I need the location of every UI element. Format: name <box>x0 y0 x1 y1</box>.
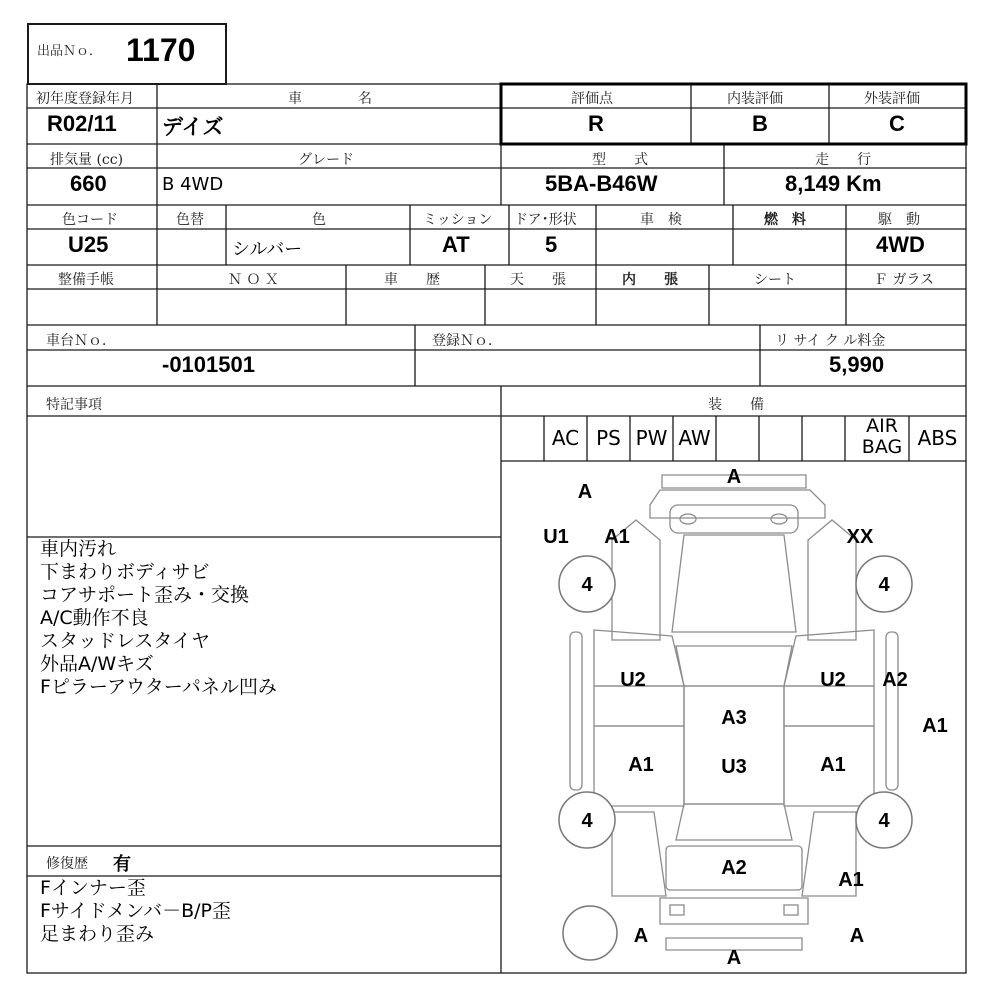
grade-value: B 4WD <box>162 174 224 195</box>
grille-outline <box>670 505 798 533</box>
remarks-label: 特記事項 <box>46 397 102 413</box>
equip-ps: PS <box>596 426 621 450</box>
lot-number-value: 1170 <box>126 32 196 68</box>
remark-line: コアサポート歪み・交換 <box>40 584 250 606</box>
doors-value: 5 <box>545 232 558 257</box>
score-value: R <box>588 111 604 136</box>
equip-ac: AC <box>551 426 580 450</box>
mark-front-bumper: A <box>726 466 742 488</box>
equip-aw: AW <box>678 426 711 450</box>
grade-label: グレード <box>298 152 354 168</box>
drive-value: 4WD <box>876 232 925 257</box>
rear-bumper-outline <box>660 898 808 924</box>
remark-line: A/C動作不良 <box>40 607 149 629</box>
mark-trunk: A2 <box>721 857 747 879</box>
car-name-label: 車 名 <box>288 91 372 107</box>
mark-left-front-top: A1 <box>604 526 630 548</box>
mark-tire-rl: 4 <box>581 810 593 832</box>
repair-history-value: 有 <box>113 854 131 875</box>
front-bumper-outline <box>650 490 825 518</box>
mileage-label: 走 行 <box>815 152 871 168</box>
mark-right-side-upper: A2 <box>882 669 908 691</box>
seat-label: シート <box>754 272 796 288</box>
mark-rear-right: A <box>849 925 865 947</box>
mark-right-front-top: XX <box>846 526 874 548</box>
first-reg-value: R02/11 <box>47 111 117 136</box>
spare-tire-icon <box>563 906 617 960</box>
recycle-fee-label: リ サイ ク ル料金 <box>775 333 886 349</box>
repair-line: Fサイドメンバ－B/P歪 <box>40 900 231 922</box>
mark-rear-bumper: A <box>726 947 742 969</box>
recycle-fee-value: 5,990 <box>829 352 885 377</box>
remark-line: 外品A/Wキズ <box>40 653 154 675</box>
model-value: 5BA-B46W <box>545 171 658 196</box>
interior-score-label: 内装評価 <box>727 91 783 107</box>
mark-left-rear-door: A1 <box>628 754 654 776</box>
color-value: シルバー <box>232 239 303 260</box>
interior-trim-label: 内 張 <box>622 272 678 288</box>
remark-line: スタッドレスタイヤ <box>40 630 211 652</box>
mark-right-rear-door: A1 <box>820 754 846 776</box>
exterior-score-label: 外装評価 <box>864 91 920 107</box>
car-history-label: 車 歴 <box>384 272 440 288</box>
equipment-label: 装 備 <box>708 397 764 413</box>
model-label: 型 式 <box>592 152 648 168</box>
repair-line: Fインナー歪 <box>40 877 146 899</box>
lot-number-label: 出品Ｎｏ． <box>37 44 103 59</box>
color-code-value: U25 <box>68 232 109 257</box>
exterior-score-value: C <box>889 111 905 136</box>
repair-line: 足まわり歪み <box>40 923 155 945</box>
mark-left-front-fender: U1 <box>543 526 569 548</box>
chassis-number-value: -0101501 <box>162 352 255 377</box>
inspection-label: 車 検 <box>640 212 682 228</box>
equip-abs: ABS <box>917 426 958 450</box>
front-glass-label: Ｆ ガラス <box>874 272 935 288</box>
drive-label: 駆 動 <box>878 212 920 228</box>
mark-front-left: A <box>577 481 593 503</box>
fuel-label: 燃 料 <box>764 212 806 228</box>
mark-roof-rear: U3 <box>721 756 747 778</box>
remark-line: 車内汚れ <box>40 538 117 560</box>
equip-airbag: AIR BAG <box>861 415 903 458</box>
roof-outline <box>684 686 784 804</box>
mark-roof: A3 <box>721 707 747 729</box>
windshield-outline <box>676 646 792 686</box>
car-name-value: デイズ <box>162 116 224 139</box>
mileage-value: 8,149 Km <box>785 171 882 196</box>
mark-right-side-outer: A1 <box>922 715 948 737</box>
mark-rear-left: A <box>633 925 649 947</box>
repaint-label: 色替 <box>176 212 204 228</box>
mark-right-front-door: U2 <box>820 669 846 691</box>
hood-outline <box>672 535 796 632</box>
repair-history-label: 修復歴 <box>46 856 88 872</box>
displacement-label: 排気量 (cc) <box>50 152 124 168</box>
doors-label: ドア･形状 <box>514 212 577 228</box>
color-code-label: 色コード <box>62 212 118 228</box>
nox-label: Ｎ Ｏ Ｘ <box>228 272 279 288</box>
score-label: 評価点 <box>571 91 613 107</box>
service-book-label: 整備手帳 <box>58 272 114 288</box>
interior-score-value: B <box>752 111 768 136</box>
mark-tire-fr: 4 <box>878 574 890 596</box>
transmission-value: AT <box>442 232 470 257</box>
headliner-label: 天 張 <box>510 272 566 288</box>
equip-pw: PW <box>635 426 668 450</box>
displacement-value: 660 <box>70 171 107 196</box>
mark-right-quarter: A1 <box>838 869 864 891</box>
remark-line: 下まわりボディサビ <box>40 561 210 583</box>
transmission-label: ミッション <box>423 212 493 228</box>
first-reg-label: 初年度登録年月 <box>36 91 134 107</box>
chassis-number-label: 車台Ｎｏ． <box>46 333 116 349</box>
registration-number-label: 登録Ｎｏ． <box>432 333 502 349</box>
mark-left-front-door: U2 <box>620 669 646 691</box>
mark-tire-rr: 4 <box>878 810 890 832</box>
mark-tire-fl: 4 <box>581 574 593 596</box>
color-label: 色 <box>312 212 326 228</box>
remark-line: Fピラーアウターパネル凹み <box>40 676 277 698</box>
